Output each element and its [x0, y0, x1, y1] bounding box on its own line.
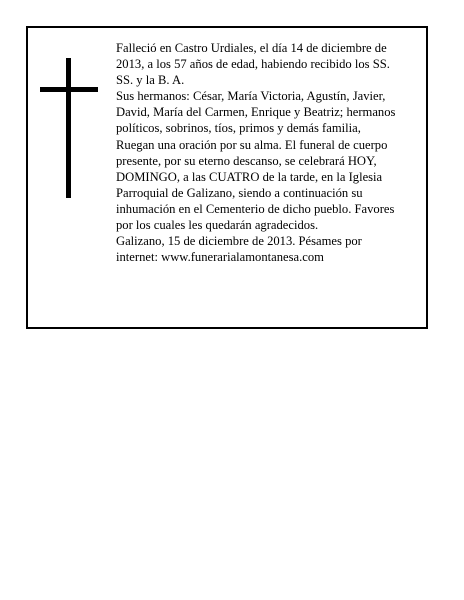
text-line: Sus hermanos: César, María Victoria, Agustín, Javier,: [116, 89, 386, 104]
text-line: presente, por su eterno descanso, se celebrará HOY,: [116, 153, 377, 168]
text-line: por los cuales les quedarán agradecidos.: [116, 218, 319, 233]
text-line: Galizano, 15 de diciembre de 2013. Pésames por: [116, 234, 362, 249]
text-line: Parroquial de Galizano, siendo a continuación su: [116, 185, 363, 200]
cross-icon: [40, 58, 96, 198]
obituary-text: [116, 40, 416, 265]
text-line: Falleció en Castro Urdiales, el día 14 de diciembre de: [116, 41, 387, 55]
cross-vertical-bar: [66, 58, 71, 198]
text-line: inhumación en el Cementerio de dicho pueblo. Favores: [116, 201, 395, 216]
cross-horizontal-bar: [40, 87, 98, 92]
obituary-notice: [26, 26, 428, 329]
text-line: internet: www.funerarialamontanesa.com: [116, 250, 324, 265]
text-line: Ruegan una oración por su alma. El funeral de cuerpo: [116, 137, 388, 152]
text-line: políticos, sobrinos, tíos, primos y demás familia,: [116, 121, 361, 136]
text-line: SS. y la B. A.: [116, 73, 185, 88]
text-line: David, María del Carmen, Enrique y Beatriz; hermanos: [116, 105, 396, 120]
text-line: 2013, a los 57 años de edad, habiendo recibido los SS.: [116, 57, 390, 72]
text-line: DOMINGO, a las CUATRO de la tarde, en la Iglesia: [116, 169, 383, 184]
